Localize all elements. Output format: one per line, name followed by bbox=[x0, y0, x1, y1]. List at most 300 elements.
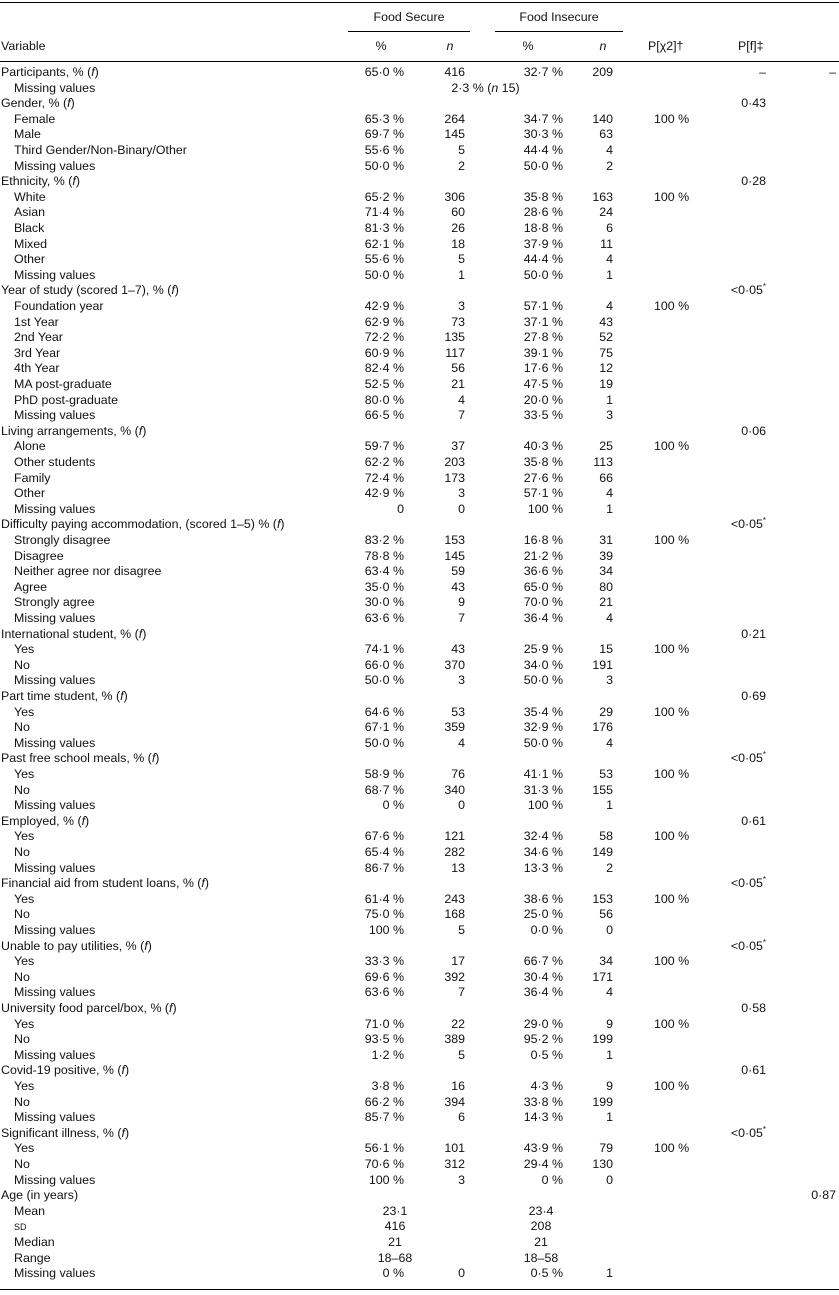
row-label: 1st Year bbox=[14, 314, 59, 329]
fs-mid: 23·1 bbox=[382, 1203, 408, 1218]
fs-n: 26 bbox=[451, 221, 465, 235]
table-row bbox=[0, 283, 839, 299]
row-label: International student, % (f) bbox=[1, 626, 147, 641]
fi-n: 3 bbox=[606, 408, 613, 423]
fs-pct: 66·5 % bbox=[364, 408, 404, 423]
fi-pct: 25·9 % bbox=[523, 642, 563, 657]
table-row bbox=[0, 377, 839, 393]
fs-pct: 68·7 % bbox=[364, 782, 404, 797]
row-label: Ethnicity, % (f) bbox=[1, 174, 80, 189]
fs-pct: 63·6 % bbox=[364, 611, 404, 625]
fs-mid: 21 bbox=[388, 1235, 402, 1249]
header-p-f: P[f]‡ bbox=[738, 39, 764, 53]
fs-n: 135 bbox=[444, 330, 465, 345]
row-label: Missing values bbox=[14, 1172, 96, 1187]
row-label: Covid-19 positive, % (f) bbox=[1, 1063, 130, 1078]
pchi: 100 % bbox=[654, 1141, 690, 1156]
pchi: 100 % bbox=[654, 111, 690, 126]
table-row bbox=[0, 455, 839, 471]
fs-n: 0 bbox=[458, 501, 465, 516]
fs-pct: 100 % bbox=[368, 1172, 404, 1187]
fs-n: 282 bbox=[444, 845, 465, 859]
fs-pct: 42·9 % bbox=[364, 299, 404, 313]
fi-pct: 40·3 % bbox=[523, 439, 563, 454]
p-f-value: 0·58 bbox=[741, 1001, 766, 1015]
fi-n: 191 bbox=[592, 657, 613, 672]
fs-n: 76 bbox=[451, 767, 465, 781]
p-f-value: <0·05* bbox=[730, 875, 766, 891]
fi-n: 4 bbox=[606, 735, 613, 750]
header-variable: Variable bbox=[1, 39, 46, 53]
fs-pct: 62·9 % bbox=[364, 314, 404, 329]
table-row bbox=[0, 1188, 839, 1204]
fi-pct: 36·6 % bbox=[523, 564, 563, 579]
fi-pct: 50·0 % bbox=[523, 673, 563, 688]
fi-pct: 16·8 % bbox=[523, 533, 563, 547]
row-label: sd bbox=[14, 1219, 27, 1234]
fi-n: 4 bbox=[606, 143, 613, 157]
fs-n: 340 bbox=[444, 782, 465, 797]
table-row bbox=[0, 970, 839, 986]
fs-pct: 30·0 % bbox=[364, 595, 404, 610]
p-f-value: – bbox=[759, 65, 766, 79]
table-row bbox=[0, 221, 839, 237]
fs-n: 173 bbox=[444, 470, 465, 485]
table-row bbox=[0, 330, 839, 346]
row-label: No bbox=[14, 969, 30, 984]
fi-n: 130 bbox=[592, 1157, 613, 1171]
fi-n: 163 bbox=[592, 189, 613, 204]
fs-pct: 85·7 % bbox=[364, 1110, 404, 1125]
food-secure-underline bbox=[348, 31, 470, 32]
table-row bbox=[0, 845, 839, 861]
fi-n: 140 bbox=[592, 111, 613, 126]
fs-n: 5 bbox=[458, 252, 465, 267]
fi-pct: 33·8 % bbox=[523, 1094, 563, 1109]
fs-n: 9 bbox=[458, 595, 465, 610]
fi-n: 12 bbox=[599, 361, 613, 376]
p-f-value: 0·61 bbox=[741, 813, 766, 828]
fs-n: 121 bbox=[444, 829, 465, 844]
fi-n: 6 bbox=[606, 221, 613, 235]
table-row bbox=[0, 315, 839, 331]
table-row bbox=[0, 361, 839, 377]
table-row bbox=[0, 642, 839, 658]
fs-n: 312 bbox=[444, 1157, 465, 1171]
fs-n: 264 bbox=[444, 111, 465, 126]
missing-span: 2·3 % (n 15) bbox=[451, 80, 520, 95]
fi-n: 1 bbox=[606, 1110, 613, 1125]
fi-pct: 47·5 % bbox=[523, 377, 563, 391]
fi-pct: 35·8 % bbox=[523, 455, 563, 469]
table-row bbox=[0, 923, 839, 939]
table-row bbox=[0, 1141, 839, 1157]
fi-pct: 36·4 % bbox=[523, 985, 563, 1000]
fs-pct: 66·2 % bbox=[364, 1094, 404, 1109]
row-label: No bbox=[14, 1157, 30, 1171]
table-row bbox=[0, 611, 839, 627]
fi-pct: 21·2 % bbox=[523, 548, 563, 563]
fs-pct: 61·4 % bbox=[364, 891, 404, 906]
fi-n: 1 bbox=[606, 501, 613, 516]
fi-n: 53 bbox=[599, 767, 613, 781]
top-rule bbox=[0, 2, 839, 3]
row-label: Strongly disagree bbox=[14, 533, 111, 547]
row-label: Mixed bbox=[14, 236, 48, 251]
table-row bbox=[0, 268, 839, 284]
fi-pct: 32·9 % bbox=[523, 720, 563, 735]
fi-n: 4 bbox=[606, 252, 613, 267]
row-label: No bbox=[14, 657, 30, 672]
p-f-value: <0·05* bbox=[730, 1124, 766, 1140]
fs-pct: 1·2 % bbox=[371, 1047, 404, 1062]
fi-pct: 27·6 % bbox=[523, 470, 563, 485]
row-label: Missing values bbox=[14, 673, 96, 688]
bottom-rule bbox=[0, 1289, 839, 1290]
fs-n: 43 bbox=[451, 642, 465, 657]
row-label: Yes bbox=[14, 1079, 35, 1093]
fs-pct: 62·1 % bbox=[364, 236, 404, 251]
table-row bbox=[0, 751, 839, 767]
fi-n: 1 bbox=[606, 1266, 613, 1281]
fi-n: 149 bbox=[592, 845, 613, 859]
fs-n: 13 bbox=[451, 860, 465, 875]
pchi: 100 % bbox=[654, 704, 690, 719]
table-row bbox=[0, 486, 839, 502]
fs-n: 416 bbox=[444, 65, 465, 79]
fi-pct: 28·6 % bbox=[523, 205, 563, 220]
fi-pct: 20·0 % bbox=[523, 392, 563, 407]
table-row bbox=[0, 346, 839, 362]
row-label: Past free school meals, % (f) bbox=[1, 751, 160, 766]
row-label: Yes bbox=[14, 642, 35, 657]
fs-pct: 50·0 % bbox=[364, 673, 404, 688]
row-label: Missing values bbox=[14, 158, 96, 173]
fi-n: 4 bbox=[606, 299, 613, 313]
table-row bbox=[0, 1251, 839, 1267]
fs-pct: 50·0 % bbox=[364, 735, 404, 750]
fi-pct: 18·8 % bbox=[523, 221, 563, 235]
pchi: 100 % bbox=[654, 1016, 690, 1031]
row-label: Other bbox=[14, 252, 45, 267]
fi-n: 34 bbox=[599, 954, 613, 969]
fs-n: 153 bbox=[444, 533, 465, 547]
pchi: 100 % bbox=[654, 891, 690, 906]
fs-pct: 42·9 % bbox=[364, 486, 404, 501]
fs-n: 168 bbox=[444, 907, 465, 922]
fi-n: 4 bbox=[606, 486, 613, 501]
table-row bbox=[0, 627, 839, 643]
fs-pct: 0 % bbox=[382, 1266, 404, 1281]
fs-pct: 63·6 % bbox=[364, 985, 404, 1000]
row-label: Financial aid from student loans, % (f) bbox=[1, 876, 210, 891]
table-row bbox=[0, 112, 839, 128]
fi-pct: 66·7 % bbox=[523, 954, 563, 969]
fs-pct: 86·7 % bbox=[364, 860, 404, 875]
row-label: Missing values bbox=[14, 798, 96, 813]
fs-pct: 75·0 % bbox=[364, 907, 404, 922]
row-label: Other bbox=[14, 486, 45, 501]
row-label: Foundation year bbox=[14, 299, 104, 313]
row-label: No bbox=[14, 1032, 30, 1047]
table-row bbox=[0, 252, 839, 268]
fi-n: 2 bbox=[606, 860, 613, 875]
fi-n: 39 bbox=[599, 548, 613, 563]
fs-n: 7 bbox=[458, 408, 465, 423]
fs-pct: 65·3 % bbox=[364, 111, 404, 126]
row-label: 4th Year bbox=[14, 361, 60, 376]
fi-n: 199 bbox=[592, 1032, 613, 1047]
fi-mid: 208 bbox=[530, 1219, 552, 1234]
fi-n: 0 bbox=[606, 1172, 613, 1187]
fs-pct: 56·1 % bbox=[364, 1141, 404, 1156]
fs-pct: 83·2 % bbox=[364, 533, 404, 547]
fs-pct: 69·6 % bbox=[364, 969, 404, 984]
row-label: Third Gender/Non-Binary/Other bbox=[14, 143, 187, 157]
fs-pct: 67·1 % bbox=[364, 720, 404, 735]
table-row bbox=[0, 907, 839, 923]
extra-value: 0·87 bbox=[811, 1188, 836, 1203]
fs-pct: 70·6 % bbox=[364, 1157, 404, 1171]
fi-n: 31 bbox=[599, 533, 613, 547]
pchi: 100 % bbox=[654, 299, 690, 313]
fi-n: 113 bbox=[593, 455, 613, 469]
fs-mid: 416 bbox=[384, 1219, 406, 1234]
fi-mid: 23·4 bbox=[528, 1203, 554, 1218]
fi-pct: 31·3 % bbox=[523, 782, 563, 797]
fs-n: 203 bbox=[444, 455, 465, 469]
table-row bbox=[0, 736, 839, 752]
fs-pct: 0 bbox=[397, 501, 404, 516]
fi-n: 1 bbox=[606, 392, 613, 407]
fi-n: 29 bbox=[599, 704, 613, 719]
header-food-insecure: Food Insecure bbox=[519, 10, 599, 24]
fi-pct: 43·9 % bbox=[523, 1141, 563, 1156]
fs-pct: 35·0 % bbox=[364, 579, 404, 594]
row-label: Missing values bbox=[14, 860, 96, 875]
table-row bbox=[0, 190, 839, 206]
table-row bbox=[0, 205, 839, 221]
fi-pct: 34·6 % bbox=[523, 845, 563, 859]
row-label: Missing values bbox=[14, 501, 96, 516]
fs-n: 3 bbox=[458, 673, 465, 688]
fi-pct: 44·4 % bbox=[523, 143, 563, 157]
fs-n: 2 bbox=[458, 158, 465, 173]
pchi: 100 % bbox=[654, 1079, 690, 1093]
fi-pct: 33·5 % bbox=[523, 408, 563, 423]
row-label: 2nd Year bbox=[14, 330, 63, 345]
fs-n: 306 bbox=[444, 189, 465, 204]
row-label: Missing values bbox=[14, 611, 96, 625]
fs-n: 53 bbox=[451, 704, 465, 719]
row-label: Agree bbox=[14, 579, 48, 594]
fs-n: 17 bbox=[451, 954, 465, 969]
fi-pct: 36·4 % bbox=[523, 611, 563, 625]
fs-n: 145 bbox=[444, 127, 465, 142]
fi-mid: 18–58 bbox=[523, 1250, 559, 1265]
table-row bbox=[0, 237, 839, 253]
table-row bbox=[0, 861, 839, 877]
table-row bbox=[0, 689, 839, 705]
pchi: 100 % bbox=[654, 829, 690, 844]
fi-n: 52 bbox=[599, 330, 613, 345]
fs-pct: 100 % bbox=[368, 923, 404, 937]
p-f-value: <0·05* bbox=[730, 937, 766, 953]
row-label: Missing values bbox=[14, 923, 96, 937]
fi-pct: 25·0 % bbox=[523, 907, 563, 922]
row-label: Mean bbox=[14, 1203, 45, 1218]
fi-pct: 37·9 % bbox=[523, 236, 563, 251]
table-row bbox=[0, 1048, 839, 1064]
fi-pct: 34·7 % bbox=[523, 111, 563, 126]
row-label: Missing values bbox=[14, 1266, 96, 1281]
row-label: 3rd Year bbox=[14, 345, 61, 360]
fi-pct: 0·5 % bbox=[530, 1266, 563, 1281]
fs-pct: 81·3 % bbox=[364, 221, 404, 235]
fs-pct: 55·6 % bbox=[364, 252, 404, 267]
fs-n: 4 bbox=[458, 735, 465, 750]
fi-pct: 100 % bbox=[527, 501, 563, 516]
fs-n: 18 bbox=[451, 236, 465, 251]
fs-n: 370 bbox=[444, 657, 465, 672]
pchi: 100 % bbox=[654, 533, 690, 547]
table-row bbox=[0, 159, 839, 175]
fi-n: 25 bbox=[599, 439, 613, 454]
fs-pct: 82·4 % bbox=[364, 361, 404, 376]
fi-n: 4 bbox=[606, 611, 613, 625]
fi-pct: 32·7 % bbox=[523, 65, 563, 79]
fi-n: 75 bbox=[599, 345, 613, 360]
fs-n: 43 bbox=[451, 579, 465, 594]
fi-pct: 30·3 % bbox=[523, 127, 563, 142]
fs-pct: 65·4 % bbox=[364, 845, 404, 859]
fi-n: 199 bbox=[592, 1094, 613, 1109]
row-label: Missing values bbox=[14, 1110, 96, 1125]
fs-n: 145 bbox=[444, 548, 465, 563]
table-row bbox=[0, 299, 839, 315]
fi-n: 0 bbox=[606, 923, 613, 937]
table-row bbox=[0, 174, 839, 190]
fi-pct: 65·0 % bbox=[523, 579, 563, 594]
fs-pct: 74·1 % bbox=[364, 642, 404, 657]
table-row bbox=[0, 1235, 839, 1251]
fs-n: 59 bbox=[451, 564, 465, 579]
header-food-secure: Food Secure bbox=[373, 10, 445, 24]
row-label: Disagree bbox=[14, 548, 64, 563]
fi-n: 4 bbox=[606, 985, 613, 1000]
fi-pct: 17·6 % bbox=[523, 361, 563, 376]
fi-n: 19 bbox=[599, 377, 613, 391]
table-row bbox=[0, 424, 839, 440]
table-row bbox=[0, 81, 839, 97]
fs-n: 389 bbox=[444, 1032, 465, 1047]
table-row bbox=[0, 393, 839, 409]
row-label: Median bbox=[14, 1235, 55, 1249]
row-label: University food parcel/box, % (f) bbox=[1, 1001, 177, 1015]
fi-pct: 44·4 % bbox=[523, 252, 563, 267]
table-row bbox=[0, 783, 839, 799]
fi-n: 43 bbox=[599, 314, 613, 329]
fs-pct: 55·6 % bbox=[364, 143, 404, 157]
fi-n: 9 bbox=[606, 1079, 613, 1093]
table-row bbox=[0, 1063, 839, 1079]
p-f-value: 0·61 bbox=[741, 1063, 766, 1078]
row-label: No bbox=[14, 907, 30, 922]
fi-pct: 30·4 % bbox=[523, 969, 563, 984]
fi-pct: 57·1 % bbox=[523, 486, 563, 501]
table-row bbox=[0, 1266, 839, 1282]
row-label: Yes bbox=[14, 767, 35, 781]
table-row bbox=[0, 580, 839, 596]
fi-pct: 50·0 % bbox=[523, 158, 563, 173]
row-label: Female bbox=[14, 111, 56, 126]
fs-n: 7 bbox=[458, 611, 465, 625]
table-row bbox=[0, 1032, 839, 1048]
row-label: Yes bbox=[14, 829, 35, 844]
table-row bbox=[0, 408, 839, 424]
table-row bbox=[0, 1001, 839, 1017]
table-row bbox=[0, 1126, 839, 1142]
fi-n: 1 bbox=[606, 798, 613, 813]
fs-n: 22 bbox=[451, 1016, 465, 1031]
fs-n: 37 bbox=[451, 439, 465, 454]
row-label: Missing values bbox=[14, 1047, 96, 1062]
row-label: Missing values bbox=[14, 408, 96, 423]
row-label: Alone bbox=[14, 439, 46, 454]
table-row bbox=[0, 564, 839, 580]
table-row bbox=[0, 939, 839, 955]
row-label: Year of study (scored 1–7), % (f) bbox=[1, 283, 179, 298]
fi-pct: 14·3 % bbox=[523, 1110, 563, 1125]
table-row bbox=[0, 892, 839, 908]
fs-pct: 65·0 % bbox=[364, 65, 404, 79]
fs-n: 0 bbox=[458, 798, 465, 813]
table-row bbox=[0, 1204, 839, 1220]
p-f-value: 0·69 bbox=[741, 689, 766, 703]
fs-n: 73 bbox=[451, 314, 465, 329]
fs-pct: 78·8 % bbox=[364, 548, 404, 563]
fs-pct: 52·5 % bbox=[364, 377, 404, 391]
fi-n: 1 bbox=[606, 1047, 613, 1062]
fi-pct: 0·0 % bbox=[530, 923, 563, 937]
row-label: Family bbox=[14, 470, 51, 485]
table-row bbox=[0, 1017, 839, 1033]
table-row bbox=[0, 96, 839, 112]
fi-mid: 21 bbox=[534, 1235, 548, 1249]
fi-n: 9 bbox=[606, 1016, 613, 1031]
table-row bbox=[0, 65, 839, 81]
row-label: Range bbox=[14, 1250, 51, 1265]
fi-pct: 13·3 % bbox=[523, 860, 563, 875]
fi-n: 176 bbox=[592, 720, 613, 735]
fi-n: 21 bbox=[599, 595, 613, 610]
fi-pct: 50·0 % bbox=[523, 735, 563, 750]
fs-n: 1 bbox=[458, 267, 465, 282]
fs-pct: 0 % bbox=[382, 798, 404, 813]
fs-pct: 3·8 % bbox=[371, 1079, 404, 1093]
fs-n: 5 bbox=[458, 143, 465, 157]
fs-pct: 63·4 % bbox=[364, 564, 404, 579]
fi-n: 34 bbox=[599, 564, 613, 579]
table-row bbox=[0, 1157, 839, 1173]
fs-pct: 50·0 % bbox=[364, 158, 404, 173]
table-row bbox=[0, 471, 839, 487]
row-label: Yes bbox=[14, 891, 35, 906]
row-label: Other students bbox=[14, 455, 96, 469]
table-row bbox=[0, 549, 839, 565]
row-label: Significant illness, % (f) bbox=[1, 1125, 130, 1140]
row-label: Male bbox=[14, 127, 41, 142]
